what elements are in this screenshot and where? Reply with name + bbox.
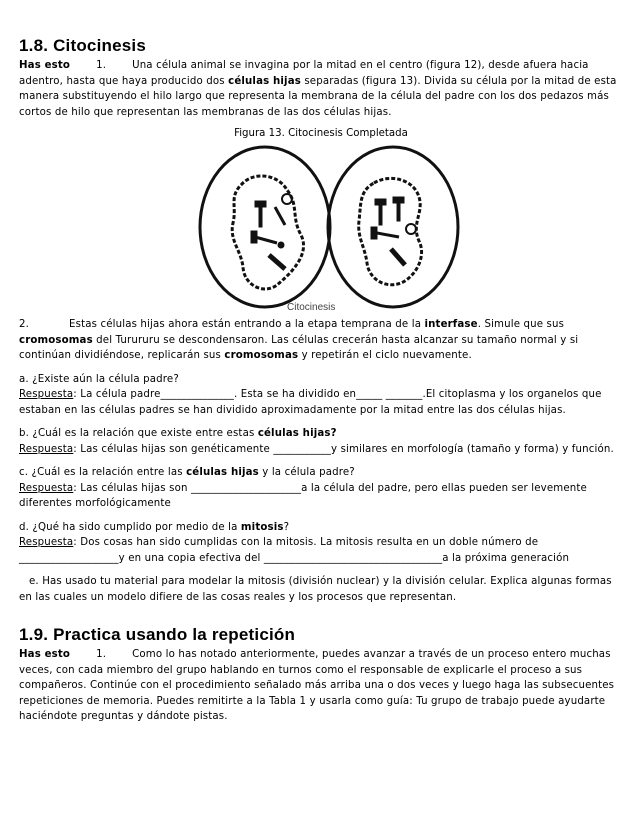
question-c-bold: células hijas (186, 467, 259, 478)
right-cell-membrane (328, 147, 458, 307)
question-d-text-2: ? (283, 521, 290, 533)
question-d-text-1: d. ¿Qué ha sido cumplido por medio de la (19, 521, 241, 533)
respuesta-label: Respuesta (19, 482, 74, 494)
question-c-text-2: y la célula padre? (258, 467, 355, 478)
question-c-text-1: c. ¿Cuál es la relación entre las (19, 467, 187, 478)
item2-text-4: y repetirán el ciclo nuevamente. (298, 350, 472, 361)
respuesta-label: Respuesta (19, 389, 74, 400)
section19-text: Como lo has notado anteriormente, puedes avanzar a través de un proceso entero muchas veces, con cada miembro del grupo hablando en turnos como el responsable de explicarle el proceso a sus compañeros. Continúe con el procedimiento señalado más arriba una o dos veces y luego haga las subsecuentes repeticiones de memoria. Puedes remitirte a la Tabla 1 y usarla como guía: Tu grupo de trabajo puede ayudarte haciéndote preguntas y dándote pistas. (19, 649, 615, 722)
question-e-text: e. Has usado tu material para modelar la mitosis (división nuclear) y la división celular. Explica algunas formas en las cuales un modelo difiere de las cosas reales y los procesos que representan. (19, 576, 612, 603)
left-nucleus (232, 176, 303, 289)
right-nucleus (359, 178, 422, 284)
bold-cromosomas-2: cromosomas (224, 350, 299, 361)
question-c (19, 465, 623, 481)
bold-interfase: interfase (424, 319, 478, 330)
intro-text-1: Una célula animal se invagina por la mitad en el centro (figura 12), desde afuera hacia adentro, hasta que haya producido dos (19, 60, 589, 87)
question-d (19, 520, 623, 536)
question-b (19, 426, 623, 442)
has-esto-label: Has esto (19, 649, 71, 660)
section-title-practica: 1.9. Practica usando la repetición (19, 625, 296, 644)
question-d-bold: mitosis (240, 521, 284, 533)
step-number: 1. (96, 60, 107, 71)
intro-bold-celulas-hijas: células hijas (228, 75, 301, 87)
has-esto-label: Has esto (19, 60, 71, 71)
section18-intro-paragraph (19, 58, 623, 120)
question-b-text: b. ¿Cuál es la relación que existe entre estas (19, 428, 258, 439)
figure-label: Citocinesis (287, 302, 336, 313)
respuesta-label: Respuesta (19, 537, 74, 548)
answer-c (19, 481, 623, 512)
section-title-citocinesis: 1.8. Citocinesis (19, 36, 146, 55)
question-e (19, 574, 623, 605)
item2-paragraph (19, 317, 623, 364)
figure-caption: Figura 13. Citocinesis Completada (234, 128, 408, 139)
answer-a-text: : La célula padre______________. Esta se ha dividido en_____ _______.El citoplasma y los organelos que estaban en las células padres se han dividido aproximadamente por la mitad entre las dos células hijas. (19, 389, 602, 416)
item2-text-3: del Turururu se descondensaron. Las células crecerán hasta alcanzar su tamaño normal y si continúan dividiéndose, replicarán sus (19, 334, 579, 361)
step-number: 1. (96, 649, 107, 660)
answer-b (19, 442, 623, 458)
bold-cromosomas-1: cromosomas (19, 334, 93, 346)
question-a (19, 372, 623, 388)
question-a-text: a. ¿Existe aún la célula padre? (19, 373, 179, 385)
item2-text-2: . Simule que sus (477, 319, 565, 330)
respuesta-label: Respuesta (19, 443, 74, 455)
item2-text-1: Estas células hijas ahora están entrando a la etapa temprana de la (69, 319, 425, 330)
cytokinesis-figure (19, 145, 623, 317)
left-organelles (251, 194, 292, 269)
answer-c-text: : Las células hijas son _____________________a la célula del padre, pero ellas pueden ser levemente diferentes morfológicamente (19, 482, 587, 509)
left-cell-membrane (200, 147, 330, 307)
intro-text-2: separadas (figura 13). Divida su célula por la mitad de esta manera substituyendo el hilo largo que representa la membrana de la célula del padre con los dos pedazos más cortos de hilo que representan las membranas de las dos células hijas. (19, 75, 617, 118)
answer-d (19, 535, 623, 566)
question-b-bold: células hijas? (257, 428, 337, 439)
cytokinesis-illustration (19, 145, 623, 317)
answer-a (19, 387, 623, 418)
item2-number: 2. (19, 319, 30, 330)
answer-d-text: : Dos cosas han sido cumplidas con la mitosis. La mitosis resulta en un doble número de ___________________y en una copia efectiva del __________________________________a la próxima generación (19, 537, 570, 564)
section19-paragraph (19, 647, 623, 725)
right-organelles (371, 197, 416, 265)
answer-b-text: : Las células hijas son genéticamente ___________y similares en morfología (tamaño y forma) y función. (73, 443, 614, 455)
document-page (19, 36, 623, 725)
